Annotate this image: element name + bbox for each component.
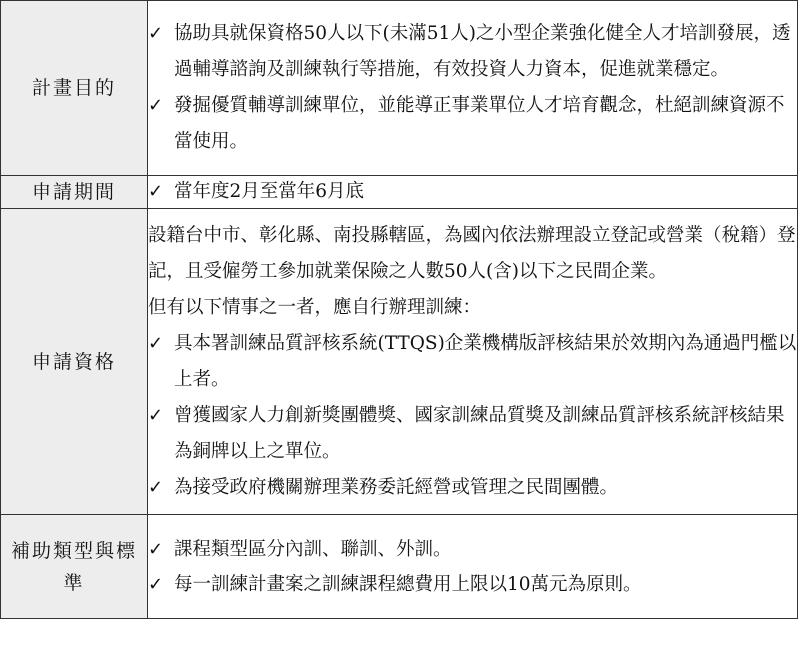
row-content-purpose <box>148 1 798 176</box>
table-row <box>1 515 798 619</box>
item-text: 課程類型區分內訓、聯訓、外訓。 <box>174 538 452 560</box>
row-label-purpose: 計畫目的 <box>1 1 148 176</box>
item-text: 曾獲國家人力創新獎團體獎、國家訓練品質獎及訓練品質評核系統評核結果為銅牌以上之單位。 <box>174 404 785 462</box>
eligibility-exception-intro: 但有以下情事之一者，應自行辦理訓練： <box>148 296 482 318</box>
check-icon: ✓ <box>148 404 164 426</box>
check-icon: ✓ <box>148 95 164 116</box>
row-label-period: 申請期間 <box>1 176 148 209</box>
check-icon: ✓ <box>148 476 164 498</box>
check-icon: ✓ <box>148 332 164 354</box>
list-item <box>148 470 797 506</box>
list-item <box>148 16 797 88</box>
item-text: 發掘優質輔導訓練單位，並能導正事業單位人才培育觀念，杜絕訓練資源不當使用。 <box>174 95 785 152</box>
eligibility-intro: 設籍台中市、彰化縣、南投縣轄區，為國內依法辦理設立登記或營業（稅籍）登記，且受僱勞工參加就業保險之人數50人(含)以下之民間企業。 <box>148 224 796 282</box>
item-text: 當年度2月至當年6月底 <box>174 181 365 202</box>
list-item <box>148 88 797 160</box>
check-icon: ✓ <box>148 538 164 560</box>
list-item <box>148 398 797 470</box>
item-text: 協助具就保資格50人以下(未滿51人)之小型企業強化健全人才培訓發展，透過輔導諮詢及訓練執行等措施，有效投資人力資本，促進就業穩定。 <box>174 23 791 80</box>
row-content-subsidy <box>148 515 798 619</box>
list-item <box>148 532 797 567</box>
list-item <box>148 326 797 398</box>
item-text: 每一訓練計畫案之訓練課程總費用上限以10萬元為原則。 <box>174 573 642 595</box>
list-item <box>148 178 797 206</box>
table-row <box>1 209 798 515</box>
row-label-eligibility: 申請資格 <box>1 209 148 515</box>
check-icon: ✓ <box>148 573 164 595</box>
row-content-period <box>148 176 798 209</box>
check-icon: ✓ <box>148 23 164 44</box>
table-row <box>1 1 798 176</box>
row-content-eligibility <box>148 209 798 515</box>
item-text: 具本署訓練品質評核系統(TTQS)企業機構版評核結果於效期內為通過門檻以上者。 <box>174 332 797 390</box>
row-label-subsidy: 補助類型與標準 <box>1 515 148 619</box>
list-item <box>148 567 797 602</box>
table-row <box>1 176 798 209</box>
item-text: 為接受政府機關辦理業務委託經營或管理之民間團體。 <box>174 476 619 498</box>
check-icon: ✓ <box>148 181 164 202</box>
